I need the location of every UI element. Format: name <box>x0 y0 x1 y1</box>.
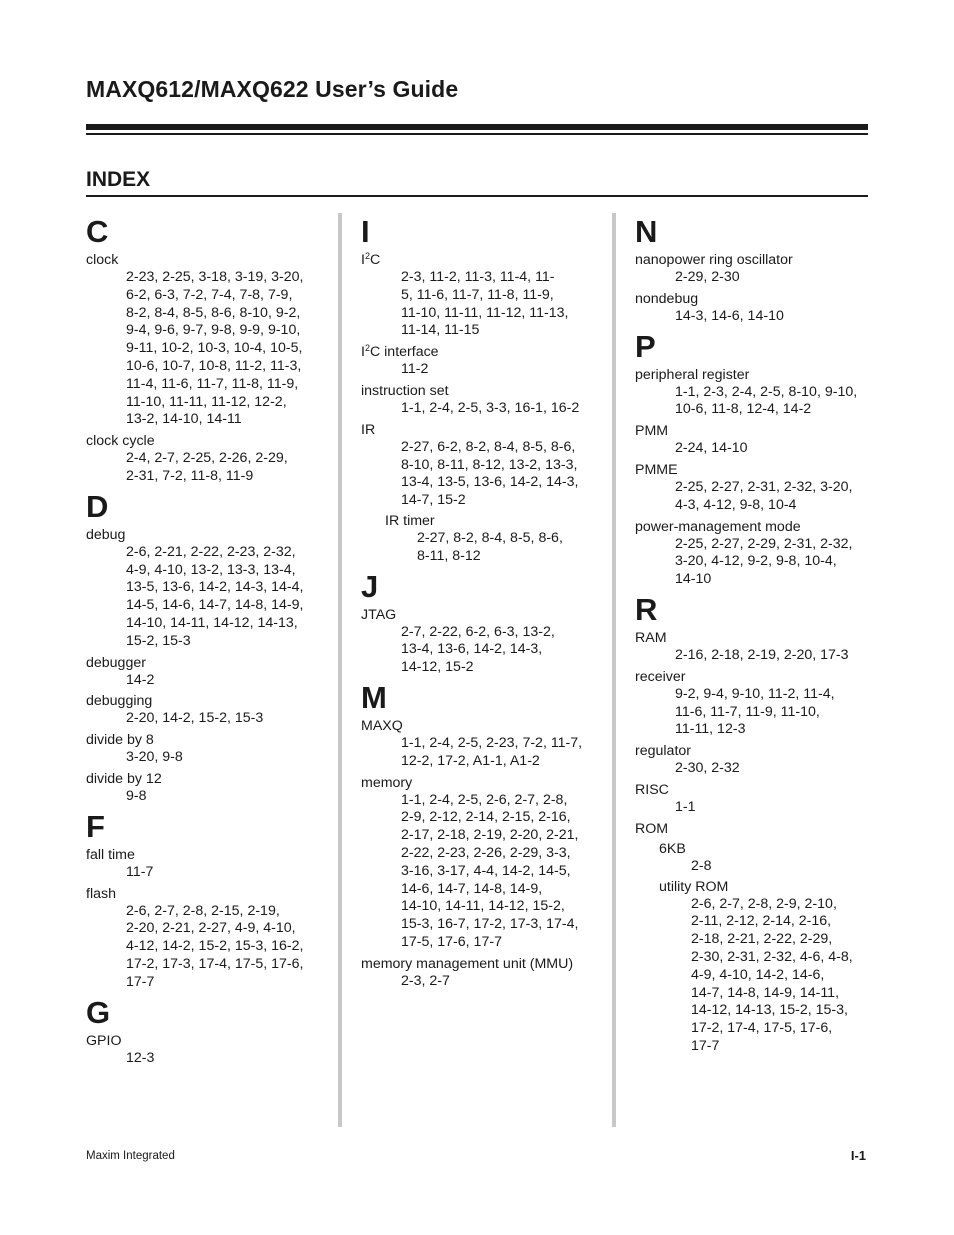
page-ref-line: 8-11, 8-12 <box>417 547 481 564</box>
page-ref-line: 1-1, 2-4, 2-5, 2-6, 2-7, 2-8, <box>401 791 568 808</box>
index-page-refs <box>659 896 870 1056</box>
section-rule <box>86 195 868 197</box>
index-page-refs <box>635 479 870 515</box>
term-superscript: 2 <box>364 251 370 261</box>
page-ref-line: 9-2, 9-4, 9-10, 11-2, 11-4, <box>675 685 835 702</box>
index-entry <box>361 251 601 340</box>
index-page-refs <box>86 710 331 728</box>
index-term: divide by 8 <box>86 732 154 749</box>
index-page-refs <box>86 1050 331 1068</box>
page-ref-line: 2-16, 2-18, 2-19, 2-20, 17-3 <box>675 646 849 663</box>
index-column-2 <box>361 214 601 994</box>
page-ref-line: 10-6, 10-7, 10-8, 11-2, 11-3, <box>126 357 302 374</box>
index-page-refs <box>635 440 870 458</box>
page-ref-line: 3-16, 3-17, 4-4, 14-2, 14-5, <box>401 862 571 879</box>
page-ref-line: 14-5, 14-6, 14-7, 14-8, 14-9, <box>126 597 304 614</box>
page-ref-line: 11-10, 11-11, 11-12, 12-2, <box>126 393 287 410</box>
index-subentry <box>635 840 870 876</box>
index-letter: N <box>635 214 658 249</box>
index-page-refs <box>361 400 601 418</box>
index-letter: F <box>86 808 105 844</box>
index-page-refs <box>361 624 601 677</box>
page-ref-line: 2-27, 8-2, 8-4, 8-5, 8-6, <box>417 529 563 546</box>
index-entry <box>361 382 601 418</box>
index-entry <box>635 781 870 817</box>
page-ref-line: 14-2 <box>126 671 155 688</box>
page-ref-line: 14-3, 14-6, 14-10 <box>675 307 784 324</box>
page-ref-line: 11-10, 11-11, 11-12, 11-13, <box>401 304 569 321</box>
page-ref-line: 2-3, 2-7 <box>401 972 450 989</box>
index-group-f <box>86 809 331 992</box>
index-letter: I <box>361 214 370 249</box>
page-ref-line: 8-10, 8-11, 8-12, 13-2, 13-3, <box>401 456 578 473</box>
index-entry <box>635 742 870 778</box>
term-text: C interface <box>369 344 439 361</box>
index-term: debugging <box>86 693 153 710</box>
page-ref-line: 14-12, 14-13, 15-2, 15-3, <box>691 1002 848 1019</box>
page-ref-line: 17-2, 17-4, 17-5, 17-6, <box>691 1020 833 1037</box>
index-letter: P <box>635 328 656 364</box>
index-page-refs <box>86 788 331 806</box>
index-term: PMM <box>635 423 669 440</box>
page-ref-line: 2-25, 2-27, 2-29, 2-31, 2-32, <box>675 535 853 552</box>
footer-company: Maxim Integrated <box>86 1150 175 1162</box>
page-ref-line: 1-1, 2-4, 2-5, 2-23, 7-2, 11-7, <box>401 734 583 751</box>
page-ref-line: 8-2, 8-4, 8-5, 8-6, 8-10, 9-2, <box>126 304 301 321</box>
page-ref-line: 3-20, 4-12, 9-2, 9-8, 10-4, <box>675 553 837 570</box>
index-entry <box>635 290 870 326</box>
term-text: I <box>361 252 365 268</box>
index-group-r <box>635 592 870 1056</box>
index-term: IR <box>361 421 376 438</box>
page-ref-line: 4-3, 4-12, 9-8, 10-4 <box>675 496 797 513</box>
index-entry <box>86 251 331 429</box>
index-entry <box>635 518 870 589</box>
index-entry <box>361 606 601 677</box>
index-group-i <box>361 214 601 566</box>
index-entry <box>86 526 331 651</box>
index-term: fall time <box>86 846 135 863</box>
index-term: debug <box>86 526 126 543</box>
index-entry <box>86 692 331 728</box>
index-page-refs <box>86 749 331 767</box>
page-ref-line: 14-6, 14-7, 14-8, 14-9, <box>401 880 543 897</box>
index-term: power-management mode <box>635 518 801 535</box>
page-ref-line: 2-3, 11-2, 11-3, 11-4, 11- <box>401 269 555 285</box>
page-ref-line: 11-7 <box>126 863 154 880</box>
page-ref-line: 2-9, 2-12, 2-14, 2-15, 2-16, <box>401 809 571 826</box>
index-term: memory <box>361 774 413 791</box>
index-subterm: utility ROM <box>659 878 729 895</box>
index-term: memory management unit (MMU) <box>361 955 574 972</box>
page-ref-line: 11-4, 11-6, 11-7, 11-8, 11-9, <box>126 375 299 392</box>
page-ref-line: 12-2, 17-2, A1-1, A1-2 <box>401 752 540 769</box>
index-page-refs <box>86 903 331 992</box>
page-ref-line: 15-2, 15-3 <box>126 632 191 649</box>
page-ref-line: 1-1, 2-3, 2-4, 2-5, 8-10, 9-10, <box>675 383 858 400</box>
document-title: MAXQ612/MAXQ622 User’s Guide <box>86 76 459 102</box>
page-ref-line: 2-8 <box>691 857 712 874</box>
page-ref-line: 13-5, 13-6, 14-2, 14-3, 14-4, <box>126 579 304 596</box>
index-group-p <box>635 329 870 589</box>
index-term: PMME <box>635 461 678 478</box>
index-page-refs <box>361 439 601 510</box>
index-page-refs <box>635 686 870 739</box>
page-ref-line: 2-24, 14-10 <box>675 440 748 457</box>
page-ref-line: 11-2 <box>401 361 429 378</box>
index-entry <box>361 774 601 952</box>
page-ref-line: 9-11, 10-2, 10-3, 10-4, 10-5, <box>126 340 303 357</box>
page-ref-line: 9-8 <box>126 787 147 804</box>
index-page-refs <box>86 450 331 486</box>
header-rule-thin <box>86 133 868 135</box>
page-ref-line: 15-3, 16-7, 17-2, 17-3, 17-4, <box>401 916 579 933</box>
page-ref-line: 17-7 <box>691 1037 720 1054</box>
index-entry <box>86 654 331 690</box>
page-ref-line: 3-20, 9-8 <box>126 749 183 766</box>
index-group-j <box>361 569 601 677</box>
index-term <box>361 343 601 361</box>
index-entry <box>635 668 870 739</box>
page-ref-line: 12-3 <box>126 1049 155 1066</box>
index-group-c <box>86 214 331 486</box>
page-ref-line: 2-30, 2-32 <box>675 760 740 777</box>
index-page-refs <box>635 536 870 589</box>
page-ref-line: 2-23, 2-25, 3-18, 3-19, 3-20, <box>126 269 304 285</box>
term-text: C <box>369 252 381 268</box>
index-term: clock <box>86 252 119 268</box>
page-ref-line: 14-12, 15-2 <box>401 659 474 676</box>
index-term: flash <box>86 885 116 902</box>
page-ref-line: 10-6, 11-8, 12-4, 14-2 <box>675 401 812 418</box>
index-letter: C <box>86 214 109 249</box>
page-ref-line: 5, 11-6, 11-7, 11-8, 11-9, <box>401 286 554 303</box>
header-rule-thick <box>86 124 868 130</box>
page-ref-line: 2-31, 7-2, 11-8, 11-9 <box>126 467 254 484</box>
page-ref-line: 1-1, 2-4, 2-5, 3-3, 16-1, 16-2 <box>401 399 580 416</box>
index-entry <box>86 846 331 882</box>
index-entry <box>86 1032 331 1068</box>
index-entry <box>635 422 870 458</box>
page-ref-line: 9-4, 9-6, 9-7, 9-8, 9-9, 9-10, <box>126 322 301 339</box>
index-term: instruction set <box>361 382 449 399</box>
index-entry <box>635 461 870 515</box>
index-page-refs <box>361 973 601 991</box>
index-term: nondebug <box>635 290 699 307</box>
index-term: regulator <box>635 743 691 760</box>
index-page-refs <box>635 384 870 420</box>
index-page-refs <box>86 672 331 690</box>
page-ref-line: 14-7, 14-8, 14-9, 14-11, <box>691 984 840 1001</box>
index-letter: G <box>86 994 111 1030</box>
page-ref-line: 2-4, 2-7, 2-25, 2-26, 2-29, <box>126 450 288 467</box>
index-subterm: 6KB <box>659 840 686 857</box>
page-ref-line: 2-18, 2-21, 2-22, 2-29, <box>691 931 833 948</box>
page-ref-line: 2-6, 2-21, 2-22, 2-23, 2-32, <box>126 543 296 560</box>
page-ref-line: 1-1 <box>675 798 696 815</box>
page-ref-line: 14-7, 15-2 <box>401 492 466 509</box>
page-ref-line: 13-2, 14-10, 14-11 <box>126 411 242 428</box>
index-entry <box>361 343 601 379</box>
index-page-refs <box>635 308 870 326</box>
index-term: ROM <box>635 820 669 837</box>
page-ref-line: 13-4, 13-5, 13-6, 14-2, 14-3, <box>401 474 579 491</box>
footer-page-number: I-1 <box>850 1148 866 1163</box>
index-entry <box>86 885 331 992</box>
page-ref-line: 2-20, 2-21, 2-27, 4-9, 4-10, <box>126 920 296 937</box>
page-ref-line: 11-6, 11-7, 11-9, 11-10, <box>675 703 820 720</box>
page-ref-line: 2-29, 2-30 <box>675 269 740 285</box>
index-term: GPIO <box>86 1032 122 1049</box>
page-ref-line: 6-2, 6-3, 7-2, 7-4, 7-8, 7-9, <box>126 286 293 303</box>
index-entry <box>361 955 601 991</box>
page-ref-line: 17-5, 17-6, 17-7 <box>401 933 502 950</box>
page-ref-line: 2-20, 14-2, 15-2, 15-3 <box>126 710 264 727</box>
index-entry <box>86 432 331 486</box>
index-subentry <box>635 878 870 1056</box>
index-term: MAXQ <box>361 717 403 734</box>
index-page-refs <box>361 269 601 340</box>
index-column-3 <box>635 214 870 1059</box>
index-page-refs <box>361 792 601 952</box>
index-subentry <box>361 512 601 566</box>
index-group-m <box>361 680 601 991</box>
page-ref-line: 2-30, 2-31, 2-32, 4-6, 4-8, <box>691 948 853 965</box>
index-page-refs <box>635 269 870 287</box>
index-page-refs <box>86 864 331 882</box>
page-ref-line: 11-11, 12-3 <box>675 721 746 738</box>
index-entry <box>361 717 601 771</box>
index-entry <box>86 731 331 767</box>
index-page-refs <box>635 760 870 778</box>
page-ref-line: 2-17, 2-18, 2-19, 2-20, 2-21, <box>401 827 579 844</box>
index-group-n <box>635 214 870 326</box>
page-ref-line: 4-9, 4-10, 13-2, 13-3, 13-4, <box>126 561 296 578</box>
index-group-g <box>86 995 331 1068</box>
index-entry <box>86 770 331 806</box>
index-page-refs <box>635 799 870 817</box>
index-page-refs <box>385 530 601 566</box>
term-superscript: 2 <box>364 343 370 354</box>
index-column-1 <box>86 214 331 1070</box>
index-page-refs <box>635 647 870 665</box>
index-subterm: IR timer <box>385 512 435 529</box>
page-ref-line: 2-22, 2-23, 2-26, 2-29, 3-3, <box>401 844 571 861</box>
index-term: clock cycle <box>86 433 155 450</box>
index-entry <box>635 629 870 665</box>
index-entry <box>635 366 870 420</box>
index-page-refs <box>361 361 601 379</box>
index-term: RAM <box>635 629 667 646</box>
term-text: I <box>361 344 365 361</box>
index-entry <box>635 251 870 287</box>
index-page-refs <box>659 858 870 876</box>
page-ref-line: 17-7 <box>126 973 155 990</box>
page-ref-line: 2-27, 6-2, 8-2, 8-4, 8-5, 8-6, <box>401 438 576 455</box>
index-letter: D <box>86 488 109 524</box>
index-letter: M <box>361 679 387 715</box>
index-group-d <box>86 489 331 806</box>
page-ref-line: 4-12, 14-2, 15-2, 15-3, 16-2, <box>126 938 304 955</box>
index-term: peripheral register <box>635 366 750 383</box>
page-ref-line: 2-6, 2-7, 2-8, 2-9, 2-10, <box>691 895 837 912</box>
page-ref-line: 14-10 <box>675 571 712 588</box>
page-ref-line: 2-11, 2-12, 2-14, 2-16, <box>691 913 832 930</box>
page-ref-line: 11-14, 11-15 <box>401 322 480 339</box>
page-ref-line: 2-7, 2-22, 6-2, 6-3, 13-2, <box>401 623 555 640</box>
index-term: nanopower ring oscillator <box>635 252 793 268</box>
page-ref-line: 14-10, 14-11, 14-12, 15-2, <box>401 898 565 915</box>
index-term: debugger <box>86 654 146 671</box>
index-term: JTAG <box>361 606 397 623</box>
index-page-refs <box>86 269 331 429</box>
index-term: divide by 12 <box>86 770 162 787</box>
index-term <box>361 251 601 269</box>
page-ref-line: 4-9, 4-10, 14-2, 14-6, <box>691 966 825 983</box>
index-page-refs <box>86 544 331 651</box>
index-letter: R <box>635 591 658 627</box>
column-separator-2 <box>612 213 616 1127</box>
index-letter: J <box>361 568 379 604</box>
page-ref-line: 2-25, 2-27, 2-31, 2-32, 3-20, <box>675 478 853 495</box>
section-title: INDEX <box>86 168 151 191</box>
index-entry <box>361 421 601 566</box>
page-ref-line: 17-2, 17-3, 17-4, 17-5, 17-6, <box>126 955 304 972</box>
page-ref-line: 2-6, 2-7, 2-8, 2-15, 2-19, <box>126 902 280 919</box>
index-term: receiver <box>635 668 686 685</box>
index-page-refs <box>361 735 601 771</box>
index-term: RISC <box>635 781 669 798</box>
column-separator-1 <box>338 213 342 1127</box>
index-entry <box>635 820 870 1056</box>
page-ref-line: 14-10, 14-11, 14-12, 14-13, <box>126 614 298 631</box>
page-ref-line: 13-4, 13-6, 14-2, 14-3, <box>401 641 543 658</box>
